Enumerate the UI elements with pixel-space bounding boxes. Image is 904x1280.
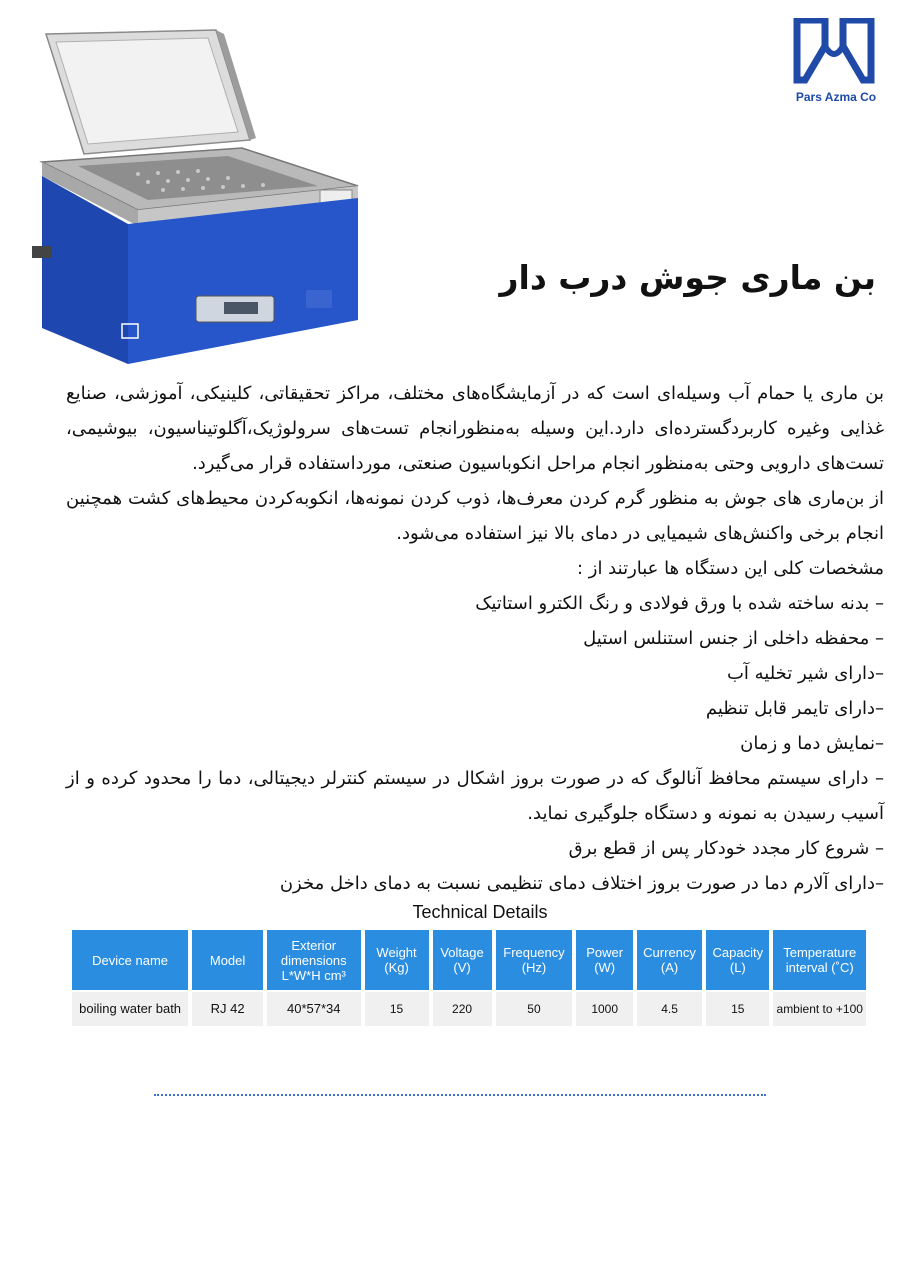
header-voltage: Voltage (V) [433,930,492,990]
feature-item: – دارای سیستم محافظ آنالوگ که در صورت بروز اشکال در سیستم کنترلر دیجیتالی، دما را محدود کرده و از آسیب رسیدن به نمونه و دستگاه جلوگیری نماید. [66,768,884,824]
cell-device-name: boiling water bath [72,992,188,1026]
features-list [66,586,884,901]
header-dimensions: Exterior dimensions L*W*H cm³ [267,930,361,990]
feature-item: – محفظه داخلی از جنس استنلس استیل [583,628,884,649]
feature-item: –نمایش دما و زمان [740,733,884,754]
feature-item: –دارای آلارم دما در صورت بروز اختلاف دمای تنظیمی نسبت به دمای داخل مخزن [279,873,884,894]
header-currency: Currency (A) [637,930,702,990]
cell-power: 1000 [576,992,632,1026]
cell-dimensions: 40*57*34 [267,992,361,1026]
header-frequency: Frequency (Hz) [496,930,573,990]
header-power: Power (W) [576,930,632,990]
technical-details-table [68,928,870,1028]
header-weight: Weight (Kg) [365,930,429,990]
cell-model: RJ 42 [192,992,263,1026]
intro-paragraph: بن ماری یا حمام آب وسیله‌ای است که در آزمایشگاه‌های مختلف، مراکز تحقیقاتی، کلینیکی، آموزشی، صنایع غذایی وغیره کاربردگسترده‌ای دارد.این وسیله به‌منظورانجام تست‌های سرولوژیک،آگلوتیناسیون، بیوشیمی، تست‌های دارویی وحتی به‌منظور انجام مراحل انکوباسیون صنعتی، مورداستفاده قرار می‌گیرد. [66,383,884,474]
device-image [28,28,368,373]
cell-weight: 15 [365,992,429,1026]
cell-temperature-interval: ambient to +100 [773,992,866,1026]
description-block [66,376,884,901]
feature-item: – بدنه ساخته شده با ورق فولادی و رنگ الکترو استاتیک [475,593,884,614]
company-name: Pars Azma Co [795,90,877,104]
feature-item: – شروع کار مجدد خودکار پس از قطع برق [568,838,884,859]
table-row [72,992,866,1026]
logo-mark-icon [791,18,877,88]
header-model: Model [192,930,263,990]
table-header-row [72,930,866,990]
page-title: بن ماری جوش درب دار [499,258,876,297]
cell-capacity: 15 [706,992,769,1026]
technical-details-title: Technical Details [412,902,548,922]
header-device-name: Device name [72,930,188,990]
features-heading: مشخصات کلی این دستگاه ها عبارتند از : [576,558,884,579]
header-temperature-interval: Temperature interval (˚C) [773,930,866,990]
company-logo [786,18,886,108]
header-capacity: Capacity (L) [706,930,769,990]
feature-item: –دارای شیر تخلیه آب [726,663,884,684]
feature-item: –دارای تایمر قابل تنظیم [705,698,884,719]
cell-voltage: 220 [433,992,492,1026]
cell-frequency: 50 [496,992,573,1026]
dotted-divider [154,1094,766,1096]
cell-currency: 4.5 [637,992,702,1026]
intro-paragraph: از بن‌ماری های جوش به منظور گرم کردن معرف‌ها، ذوب کردن نمونه‌ها، انکوبه‌کردن محیط‌های کشت همچنین انجام برخی واکنش‌های شیمیایی در دمای بالا نیز استفاده می‌شود. [66,488,884,544]
